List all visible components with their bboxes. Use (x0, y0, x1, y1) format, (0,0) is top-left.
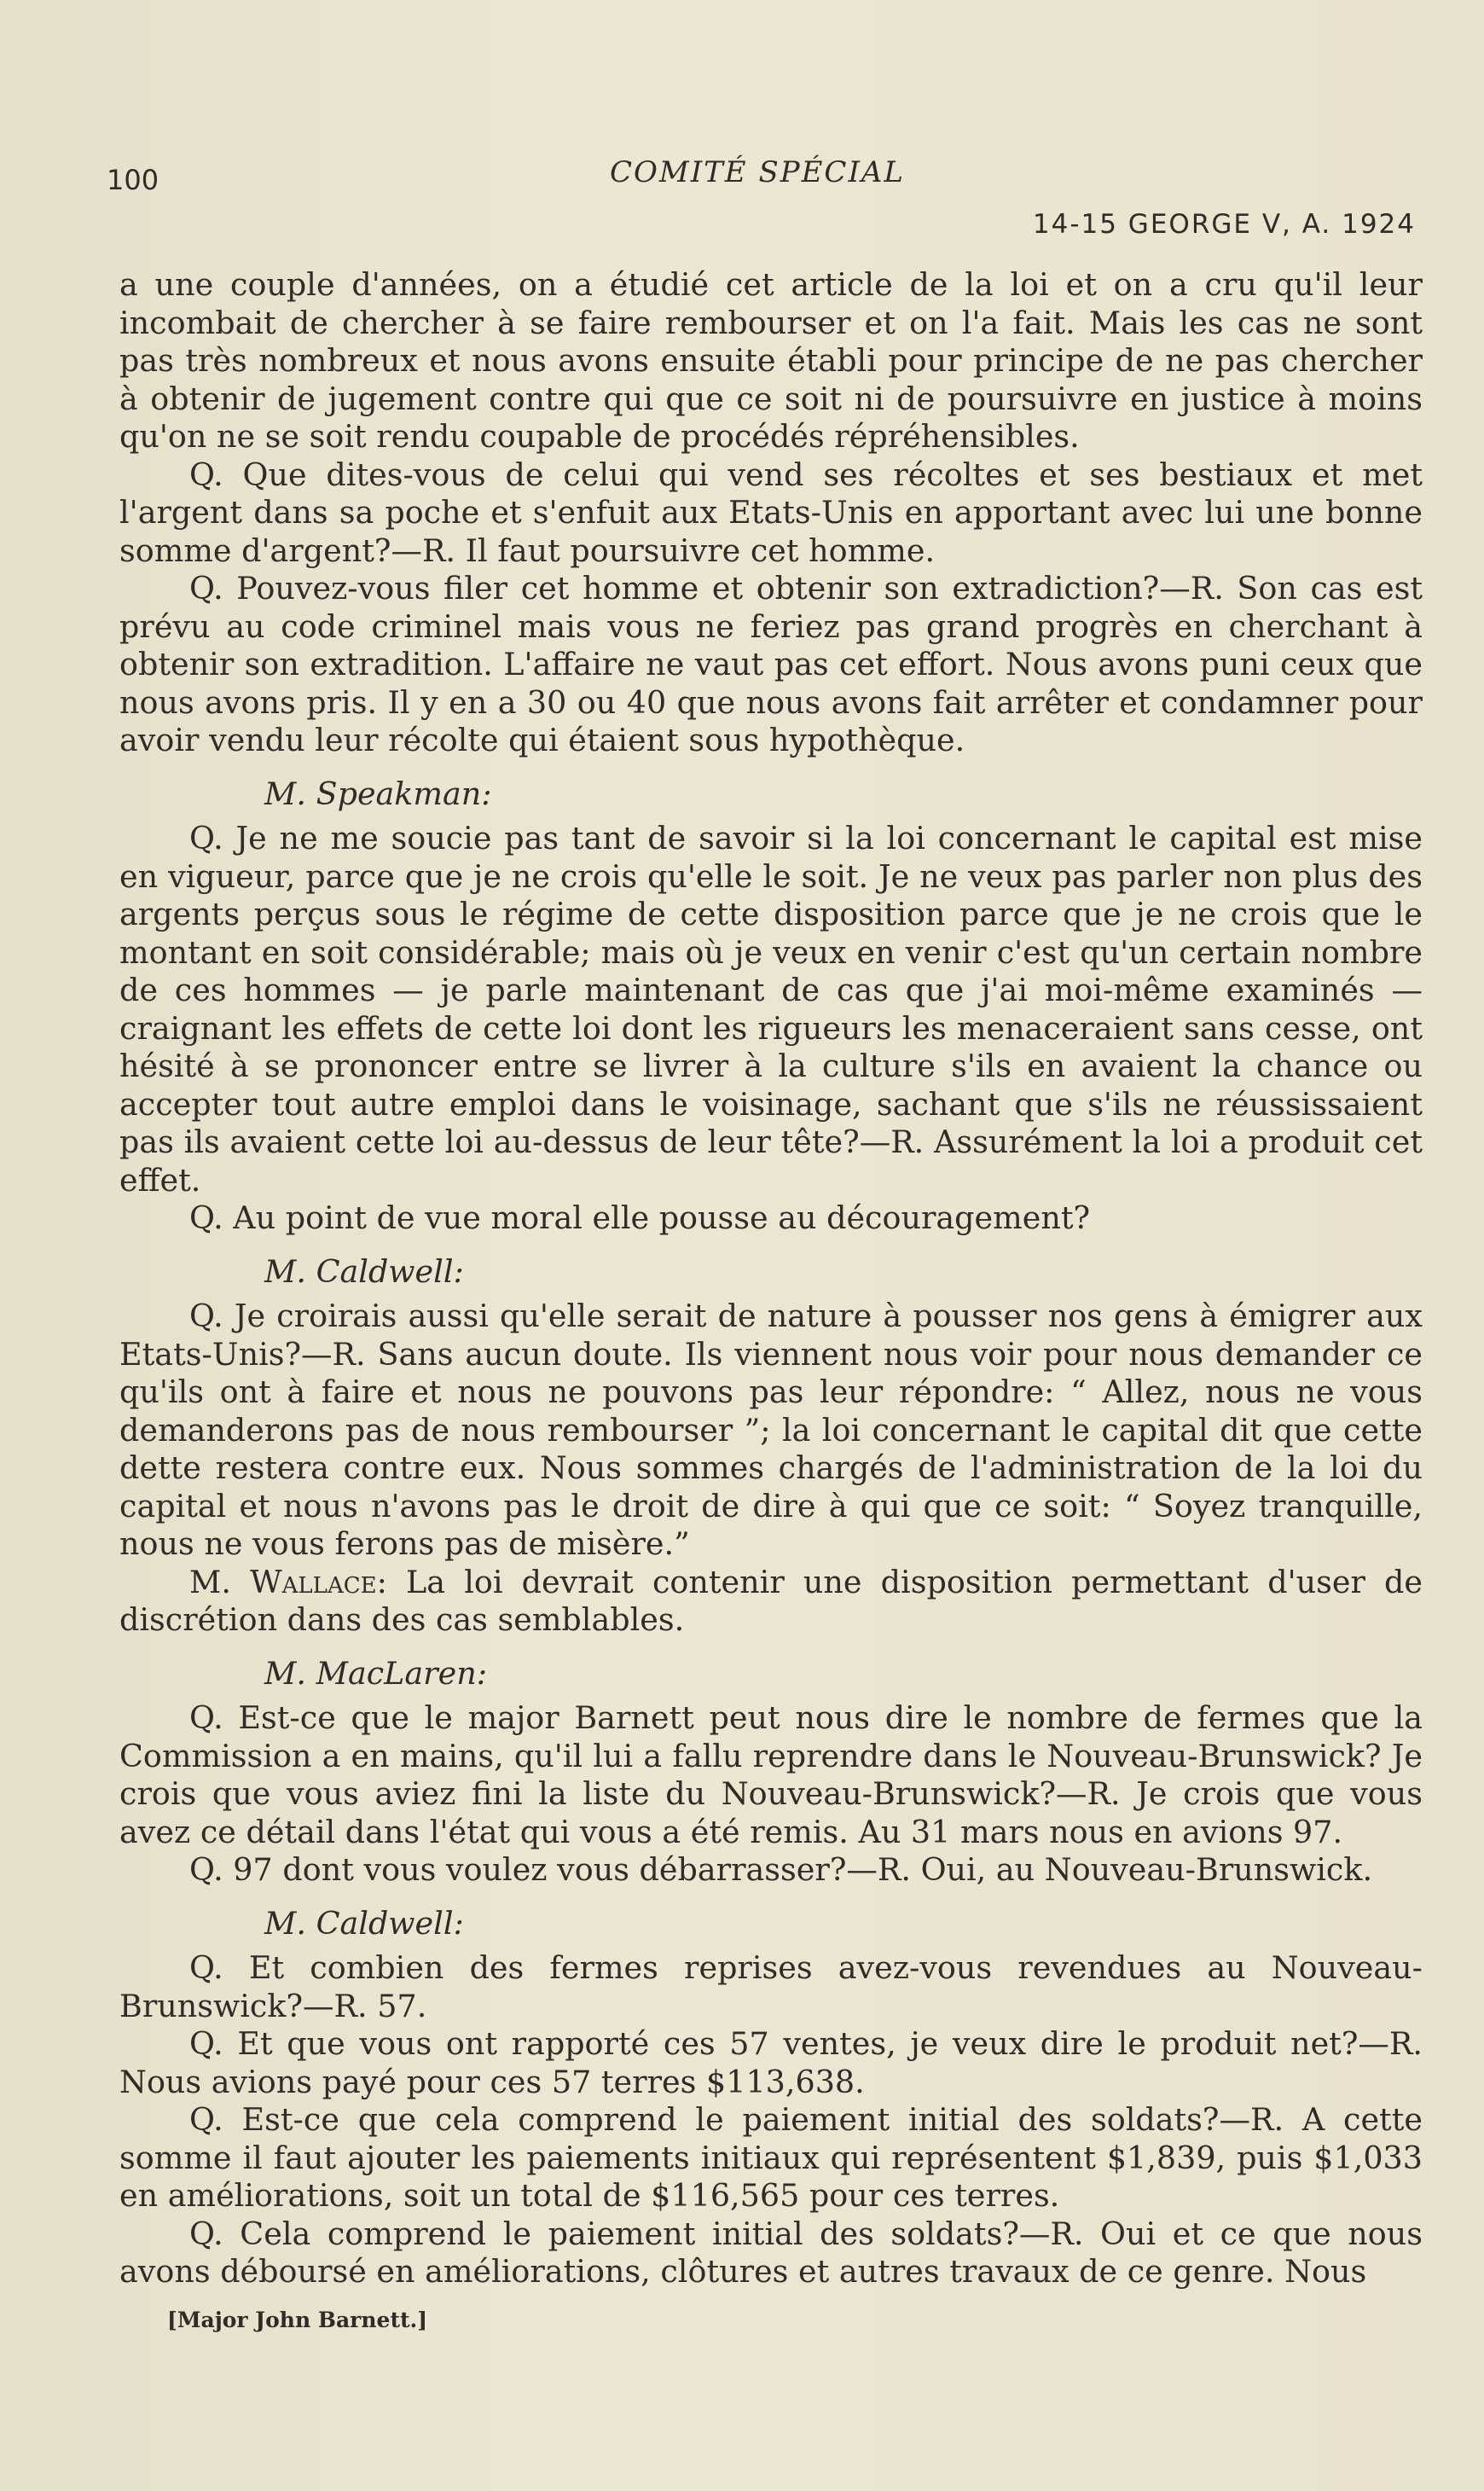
paragraph: Q. Et combien des fermes reprises avez-vous revendues au Nouveau-Brunswick?—R. 57. (119, 1949, 1423, 2024)
speaker-inline: M. Wallace (189, 1563, 377, 1600)
speaker-heading: M. Caldwell: (264, 1904, 464, 1942)
paragraph: Q. Je ne me soucie pas tant de savoir si la loi concernant le capital est mise en vigueur, parce que je ne crois qu'elle le soit. Je ne veux pas parler non plus des argents perçus sous le régime de cette disposition parce que je ne crois que le montant en soit considérable; mais où je veux en venir c'est qu'un certain nombre de ces hommes — je parle maintenant de cas que j'ai moi-même examinés — craignant les effets de cette loi dont les rigueurs les menaceraient sans cesse, ont hésité à se prononcer entre se livrer à la culture s'ils en avaient la chance ou accepter tout autre emploi dans le voisinage, sachant que s'ils ne réussissaient pas ils avaient cette loi au-dessus de leur tête?—R. Assurément la loi a produit cet effet. (119, 820, 1423, 1199)
paragraph: Q. 97 dont vous voulez vous débarrasser?—R. Oui, au Nouveau-Brunswick. (189, 1851, 1373, 1888)
witness-footer: [Major John Barnett.] (167, 2308, 428, 2332)
speaker-heading: M. Caldwell: (264, 1252, 464, 1290)
paragraph: Q. Je croirais aussi qu'elle serait de nature à pousser nos gens à émigrer aux Etats-Unis?—R. Sans aucun doute. Ils viennent nous voir pour nous demander ce qu'ils ont à faire et nous ne pouvons pas leur répondre: “ Allez, nous ne vous demanderons pas de nous rembourser ”; la loi concernant le capital dit que cette dette restera contre eux. Nous sommes chargés de l'administration de la loi du capital et nous n'avons pas le droit de dire à qui que ce soit: “ Soyez tranquille, nous ne vous ferons pas de misère.” (119, 1298, 1423, 1562)
body-text (119, 266, 1423, 2291)
speaker-heading: M. MacLaren: (264, 1654, 488, 1692)
paragraph: Q. Et que vous ont rapporté ces 57 ventes, je veux dire le produit net?—R. Nous avions payé pour ces 57 terres $113,638. (119, 2025, 1423, 2100)
paragraph: Q. Est-ce que le major Barnett peut nous dire le nombre de fermes que la Commission a en mains, qu'il lui a fallu reprendre dans le Nouveau-Brunswick? Je crois que vous aviez fini la liste du Nouveau-Brunswick?—R. Je crois que vous avez ce détail dans l'état qui vous a été remis. Au 31 mars nous en avions 97. (119, 1699, 1423, 1850)
speaker-remark: : La loi devrait contenir une disposition permettant d'user de discrétion dans des cas semblables. (119, 1563, 1423, 1638)
paragraph: Q. Que dites-vous de celui qui vend ses récoltes et ses bestiaux et met l'argent dans sa poche et s'enfuit aux Etats-Unis en apportant avec lui une bonne somme d'argent?—R. Il faut poursuivre cet homme. (119, 456, 1423, 569)
paragraph: Q. Cela comprend le paiement initial des soldats?—R. Oui et ce que nous avons déboursé en améliorations, clôtures et autres travaux de ce genre. Nous (119, 2215, 1423, 2290)
speaker-heading: M. Speakman: (264, 775, 492, 812)
paragraph: Q. Pouvez-vous filer cet homme et obtenir son extradiction?—R. Son cas est prévu au code criminel mais vous ne feriez pas grand progrès en cherchant à obtenir son extradition. L'affaire ne vaut pas cet effort. Nous avons puni ceux que nous avons pris. Il y en a 30 ou 40 que nous avons fait arrêter et condamner pour avoir vendu leur récolte qui étaient sous hypothèque. (119, 570, 1423, 758)
paragraph: Q. Est-ce que cela comprend le paiement initial des soldats?—R. A cette somme il faut ajouter les paiements initiaux qui représentent $1,839, puis $1,033 en améliorations, soit un total de $116,565 pour ces terres. (119, 2101, 1423, 2214)
running-title: COMITÉ SPÉCIAL (610, 155, 906, 189)
paragraph: Q. Au point de vue moral elle pousse au découragement? (189, 1199, 1091, 1236)
page-number: 100 (107, 164, 159, 196)
paragraph (119, 1564, 1423, 1640)
session-label: 14-15 GEORGE V, A. 1924 (1032, 209, 1416, 240)
paragraph: a une couple d'années, on a étudié cet article de la loi et on a cru qu'il leur incombait de chercher à se faire rembourser et on l'a fait. Mais les cas ne sont pas très nombreux et nous avons ensuite établi pour principe de ne pas chercher à obtenir de jugement contre qui que ce soit ni de poursuivre en justice à moins qu'on ne se soit rendu coupable de procédés répréhensibles. (119, 266, 1423, 455)
